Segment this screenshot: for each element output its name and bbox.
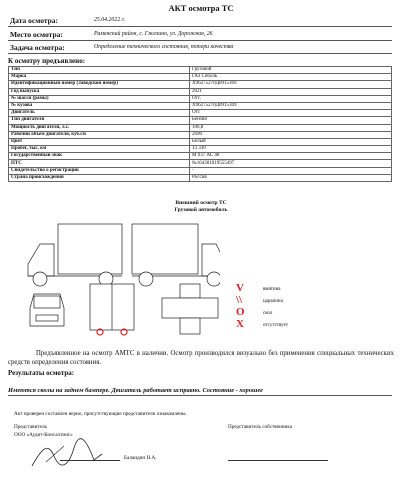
vehicle-spec-table (8, 66, 392, 182)
spec-row (9, 67, 392, 74)
inspection-paragraph: Предъявленное на осмотр АМТС в наличии. Осмотр производился визуально без применения специальных технических средств определения состояния. (8, 350, 394, 366)
document-title: АКТ осмотра ТС (168, 3, 234, 13)
spec-row (9, 174, 392, 181)
header-value: Раменский район, с. Гжелино, ул. Дорожная, 26 (94, 31, 213, 37)
spec-value: Отс. (190, 95, 392, 102)
results-label: Результаты осмотра: (8, 369, 75, 377)
truck-front-view (30, 294, 64, 326)
spec-row (9, 110, 392, 117)
spec-key: Свидетельство о регистрации (9, 167, 190, 174)
spec-row (9, 153, 392, 160)
right-signature-line (228, 460, 328, 461)
spec-value: Бензин (190, 117, 392, 124)
spec-value: Отс (190, 110, 392, 117)
spec-key: Тип двигателя (9, 117, 190, 124)
spec-row (9, 167, 392, 174)
header-label: Место осмотра: (10, 30, 63, 39)
right-representative-label: Представитель собственника (228, 424, 293, 430)
spec-key: Цвет (9, 138, 190, 145)
spec-row (9, 81, 392, 88)
legend-missing: отсутствует (263, 323, 289, 328)
legend-scratch: царапина (263, 299, 283, 304)
header-value: 25.04.2022 г. (94, 17, 126, 23)
header-row-place (8, 29, 392, 41)
truck-damage-diagram (20, 222, 220, 342)
spec-value: №164301019555497 (190, 160, 392, 167)
spec-key: Тип (9, 67, 190, 74)
spec-value: 2690 (190, 131, 392, 138)
spec-value: Грузовой (190, 67, 392, 74)
handwritten-signature (28, 438, 108, 472)
spec-key: ПТС (9, 160, 190, 167)
header-label: Дата осмотра: (10, 16, 59, 25)
truck-right-side-view (132, 224, 220, 286)
dent-symbol: V (236, 282, 244, 294)
legend-dent: вмятина (263, 287, 281, 292)
scratch-symbol: \\ (236, 294, 243, 306)
truck-rear-view (90, 284, 134, 330)
spec-key: Страна происхождения (9, 174, 190, 181)
spec-value: 2021 (190, 88, 392, 95)
spec-value: 13 330 (190, 146, 392, 153)
spec-value: Белый (190, 138, 392, 145)
header-value: Определение технического состояния, потери качества (94, 44, 234, 50)
read-note: Акт проверен составлен верно, присутствующие представители ознакомлены. (14, 411, 187, 417)
spec-row (9, 146, 392, 153)
missing-symbol: X (236, 318, 244, 330)
spec-row (9, 124, 392, 131)
spec-row (9, 88, 392, 95)
diagram-subtitle: Грузовой автомобиль (174, 207, 228, 213)
spec-key: Двигатель (9, 110, 190, 117)
spec-key: Рабочий объем двигателя, куб.см (9, 131, 190, 138)
spec-row (9, 160, 392, 167)
spec-row (9, 117, 392, 124)
spec-value: Россия (190, 174, 392, 181)
section-title: К осмотру предъявлено: (8, 57, 86, 65)
spec-key: № шасси (рамы) (9, 95, 190, 102)
spec-row (9, 131, 392, 138)
spec-value: - (190, 167, 392, 174)
header-row-date (8, 15, 392, 27)
spec-key: Марка (9, 74, 190, 81)
legend-chip: скол (263, 311, 273, 316)
left-organization: ООО «Аудит-Консалтинг» (14, 432, 73, 438)
signer-name: Баландин Н.А. (124, 455, 157, 461)
spec-key: № кузова (9, 102, 190, 109)
inspection-conclusion: Имеются сколы на заднем бампере. Двигатель работает исправно. Состояние - хорошее (8, 387, 392, 396)
spec-value: М 037 АС 48 (190, 153, 392, 160)
spec-key: Мощность двигателя, л.с. (9, 124, 190, 131)
truck-left-side-view (28, 224, 122, 286)
spec-row (9, 138, 392, 145)
header-label: Задача осмотра: (10, 43, 65, 52)
chip-symbol: O (236, 306, 245, 318)
spec-value: 106,8 (190, 124, 392, 131)
spec-value: Х96275270Д0915369 (190, 81, 392, 88)
spec-key: Идентификационный номер (Заводской номер) (9, 81, 190, 88)
diagram-title: Внешний осмотр ТС (175, 200, 227, 206)
spec-key: Государственный знак (9, 153, 190, 160)
spec-key: Пробег, тыс. км (9, 146, 190, 153)
truck-top-view (162, 284, 218, 334)
spec-row (9, 102, 392, 109)
spec-row (9, 95, 392, 102)
spec-value: Х96275270Д0915369 (190, 102, 392, 109)
spec-key: Год выпуска (9, 88, 190, 95)
spec-row (9, 74, 392, 81)
left-representative-label: Представитель (14, 424, 47, 430)
header-row-task (8, 42, 392, 54)
spec-value: ГАЗ Соболь (190, 74, 392, 81)
